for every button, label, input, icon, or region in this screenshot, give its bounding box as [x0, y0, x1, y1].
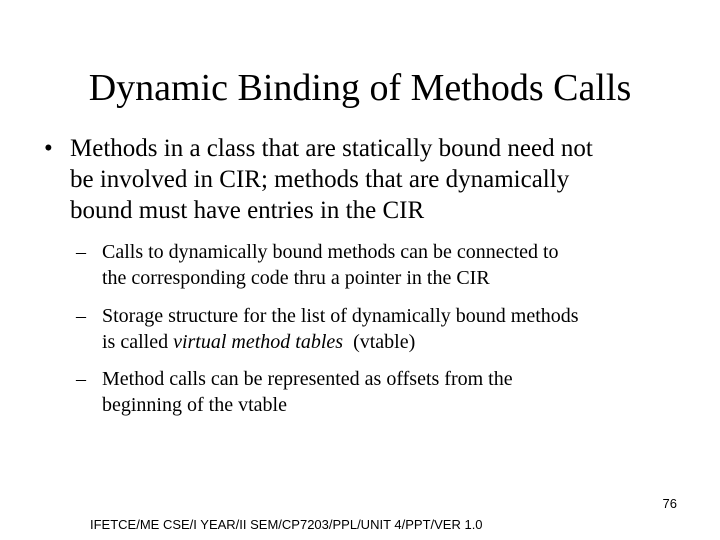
sub-bullet-1-line-2: the corresponding code thru a pointer in the CIR: [102, 267, 490, 289]
main-bullet-text: [70, 133, 710, 226]
main-bullet-line-2: be involved in CIR; methods that are dynamically: [70, 166, 570, 193]
dash-marker: –: [76, 368, 86, 390]
main-bullet-line-3: bound must have entries in the CIR: [70, 197, 425, 224]
sub-bullet-2-line-1: Storage structure for the list of dynamically bound methods: [102, 305, 579, 327]
italic-term: virtual method tables: [173, 331, 344, 353]
sub-bullet-1-line-1: Calls to dynamically bound methods can be connected to: [102, 241, 559, 263]
footer-text: IFETCE/ME CSE/I YEAR/II SEM/CP7203/PPL/UNIT 4/PPT/VER 1.0: [90, 517, 483, 532]
slide-title: Dynamic Binding of Methods Calls: [88, 67, 632, 109]
sub-bullet-1-text: [102, 239, 712, 291]
sub-bullet-2-suffix: (vtable): [343, 331, 416, 353]
dash-marker: –: [76, 241, 86, 263]
sub-bullet-3-line-1: Method calls can be represented as offsets from the: [102, 368, 513, 390]
sub-bullet-2-line-2: [102, 329, 712, 355]
bullet-marker: •: [44, 135, 53, 162]
page-number: 76: [662, 496, 677, 511]
main-bullet-line-1: Methods in a class that are statically bound need not: [70, 135, 593, 162]
dash-marker: –: [76, 305, 86, 327]
sub-bullet-3-line-2: beginning of the vtable: [102, 394, 287, 416]
sub-bullet-2-prefix: is called: [102, 331, 174, 353]
sub-bullet-2-text: [102, 303, 712, 355]
sub-bullet-3-text: [102, 366, 712, 418]
